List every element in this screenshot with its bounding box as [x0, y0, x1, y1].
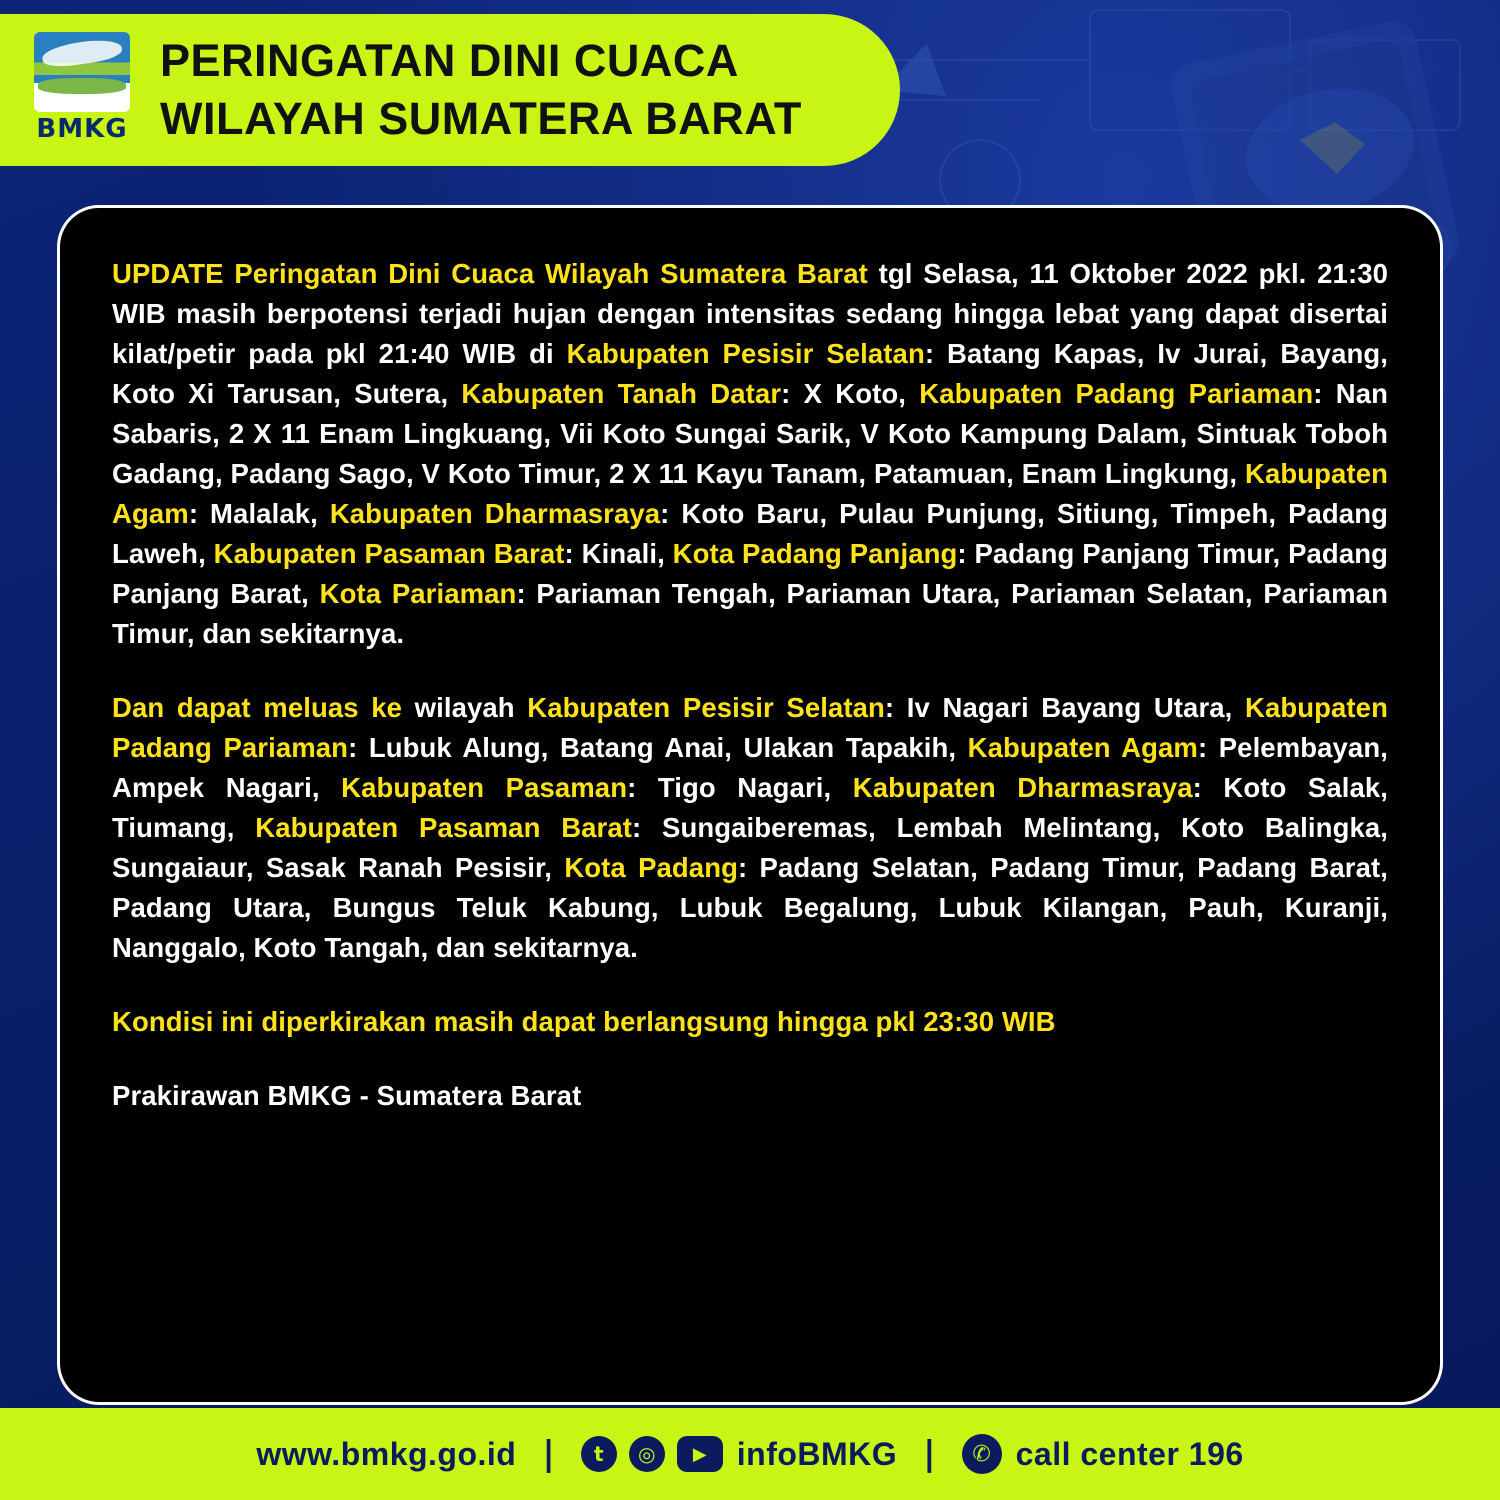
footer-separator-1: | [542, 1434, 555, 1474]
page-title-line-1: PERINGATAN DINI CUACA [160, 35, 739, 87]
instagram-icon[interactable]: ◎ [629, 1436, 665, 1472]
footer-website[interactable]: www.bmkg.go.id [256, 1435, 517, 1472]
social-icons [581, 1436, 723, 1472]
footer-social-group [581, 1436, 897, 1473]
page-title [160, 32, 802, 147]
warning-paragraph-1: UPDATE Peringatan Dini Cuaca Wilayah Sumatera Barat tgl Selasa, 11 Oktober 2022 pkl. 21:30 WIB masih berpotensi terjadi hujan dengan intensitas sedang hingga lebat yang dapat disertai kilat/petir pada pkl 21:40 WIB di Kabupaten Pesisir Selatan: Batang Kapas, Iv Jurai, Bayang, Koto Xi Tarusan, Sutera, Kabupaten Tanah Datar: X Koto, Kabupaten Padang Pariaman: Nan Sabaris, 2 X 11 Enam Lingkuang, Vii Koto Sungai Sarik, V Koto Kampung Dalam, Sintuak Toboh Gadang, Padang Sago, V Koto Timur, 2 X 11 Kayu Tanam, Patamuan, Enam Lingkung, Kabupaten Agam: Malalak, Kabupaten Dharmasraya: Koto Baru, Pulau Punjung, Sitiung, Timpeh, Padang Laweh, Kabupaten Pasaman Barat: Kinali, Kota Padang Panjang: Padang Panjang Timur, Padang Panjang Barat, Kota Pariaman: Pariaman Tengah, Pariaman Utara, Pariaman Selatan, Pariaman Timur, dan sekitarnya. [112, 258, 1389, 649]
phone-icon: ✆ [962, 1434, 1002, 1474]
bmkg-logo-text: BMKG [36, 114, 128, 144]
footer-call-center[interactable]: call center 196 [1015, 1435, 1244, 1472]
poster-header [0, 0, 1500, 178]
twitter-icon[interactable]: t [581, 1436, 617, 1472]
poster-footer [0, 1408, 1500, 1500]
bmkg-logo-mark-icon [34, 32, 130, 112]
header-title-pill [0, 14, 900, 166]
warning-signature: Prakirawan BMKG - Sumatera Barat [112, 1080, 582, 1111]
warning-content-card [57, 205, 1443, 1405]
youtube-icon[interactable]: ▶ [677, 1436, 723, 1472]
footer-separator-2: | [923, 1434, 936, 1474]
bmkg-logo-icon [30, 32, 134, 148]
footer-social-handle[interactable]: infoBMKG [736, 1435, 898, 1472]
warning-duration-note: Kondisi ini diperkirakan masih dapat berlangsung hingga pkl 23:30 WIB [112, 1006, 1056, 1037]
page-title-line-2: WILAYAH SUMATERA BARAT [160, 93, 802, 144]
warning-paragraph-2: Dan dapat meluas ke wilayah Kabupaten Pesisir Selatan: Iv Nagari Bayang Utara, Kabupaten Padang Pariaman: Lubuk Alung, Batang Anai, Ulakan Tapakih, Kabupaten Agam: Pelembayan, Ampek Nagari, Kabupaten Pasaman: Tigo Nagari, Kabupaten Dharmasraya: Koto Salak, Tiumang, Kabupaten Pasaman Barat: Sungaiberemas, Lembah Melintang, Koto Balingka, Sungaiaur, Sasak Ranah Pesisir, Kota Padang: Padang Selatan, Padang Timur, Padang Barat, Padang Utara, Bungus Teluk Kabung, Lubuk Begalung, Lubuk Kilangan, Pauh, Kuranji, Nanggalo, Koto Tangah, dan sekitarnya. [112, 692, 1389, 963]
footer-call-group [962, 1434, 1244, 1474]
